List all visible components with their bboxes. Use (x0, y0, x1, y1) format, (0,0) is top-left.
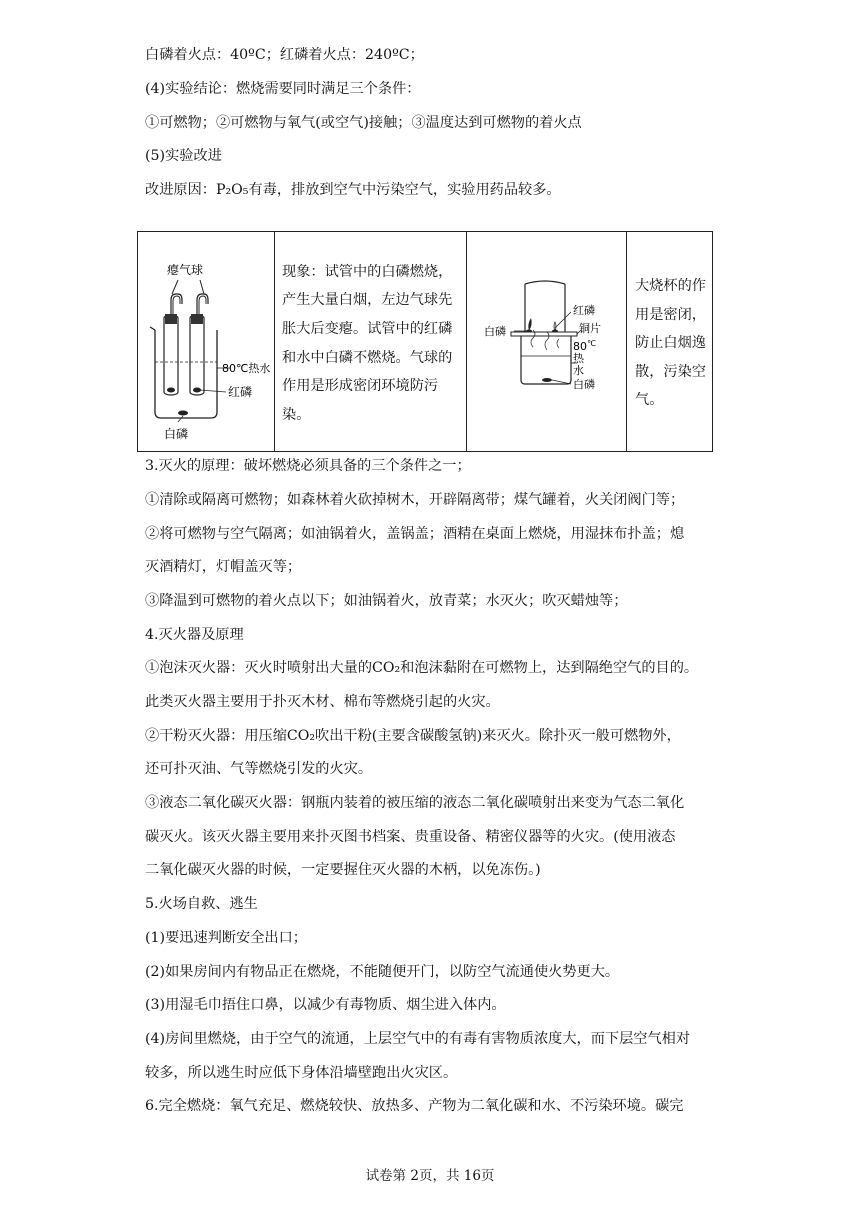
label-temperature: 80 (573, 340, 587, 353)
text-line: 碳灭火。该灭火器主要用来扑灭图书档案、贵重设备、精密仪器等的火灾。(使用液态 (145, 829, 676, 845)
text-line: ①泡沫灭火器：灭火时喷射出大量的CO₂和泡沫黏附在可燃物上，达到隔绝空气的目的。 (145, 660, 699, 676)
text-line: (5)实验改进 (145, 148, 222, 164)
label-white-phosphorus-bottom: 白磷 (573, 378, 595, 391)
text-line: ①可燃物；②可燃物与氧气(或空气)接触；③温度达到可燃物的着火点 (145, 115, 582, 131)
label-white-phosphorus: 白磷 (164, 427, 189, 441)
label-red-phosphorus: 红磷 (228, 385, 253, 399)
observation-cell (275, 232, 467, 452)
text-line: ②干粉灭火器：用压缩CO₂吹出干粉(主要含碳酸氢钠)来灭火。除扑灭一般可燃物外， (145, 728, 681, 744)
text-line: 3.灭火的原理：破坏燃烧必须具备的三个条件之一； (145, 458, 471, 474)
text-line: 灭酒精灯，灯帽盖灭等； (145, 559, 302, 575)
text-line: (1)要迅速判断安全出口； (145, 930, 307, 946)
cell-text-line: 防止白烟逸 (635, 335, 706, 352)
cell-text-line: 散，污染空 (635, 363, 706, 380)
text-line: (4)房间里燃烧，由于空气的流通，上层空气中的有毒有害物质浓度大，而下层空气相对 (145, 1031, 691, 1047)
balloon-apparatus-diagram (138, 232, 273, 447)
cell-text-line: 产生大量白烟，左边气球先 (282, 292, 453, 309)
figure-cell-beaker-apparatus (467, 232, 627, 452)
text-line: 6.完全燃烧：氧气充足、燃烧较快、放热多、产物为二氧化碳和水、不污染环境。碳完 (145, 1098, 684, 1114)
cell-text-line: 气。 (635, 392, 664, 409)
text-line: 改进原因：P₂O₅有毒，排放到空气中污染空气，实验用药品较多。 (145, 182, 561, 198)
label-temperature-unit: ℃ (587, 339, 596, 348)
label-hot-water: 80℃热水 (222, 362, 271, 375)
cell-text-line: 用是密闭， (635, 306, 706, 323)
label-balloon: 瘪气球 (167, 263, 204, 277)
cell-text-line: 胀大后变瘪。试管中的红磷 (282, 320, 453, 337)
label-hot: 热 (573, 352, 584, 365)
text-line: ①清除或隔离可燃物；如森林着火砍掉树木，开辟隔离带；煤气罐着，火关闭阀门等； (145, 492, 685, 508)
page-footer: 试卷第 2页，共 16页 (365, 1168, 495, 1184)
text-line: 二氧化碳灭火器的时候，一定要握住灭火器的木柄，以免冻伤。) (145, 862, 541, 878)
label-red-phosphorus-2: 红磷 (573, 304, 595, 317)
beaker-cover-apparatus-diagram (467, 232, 625, 447)
cell-text-line: 染。 (282, 406, 311, 423)
text-line: 此类灭火器主要用于扑灭木材、棉布等燃烧引起的火灾。 (145, 694, 500, 710)
figure-cell-balloon-apparatus (138, 232, 275, 452)
experiment-table (137, 231, 713, 452)
text-line: ②将可燃物与空气隔离；如油锅着火，盖锅盖；酒精在桌面上燃烧，用湿抹布扑盖；熄 (145, 526, 685, 542)
text-line: ③降温到可燃物的着火点以下；如油锅着火，放青菜；水灭火；吹灭蜡烛等； (145, 593, 628, 609)
text-line: 较多，所以逃生时应低下身体沿墙壁跑出火灾区。 (145, 1065, 458, 1081)
label-white-phosphorus-left: 白磷 (484, 325, 506, 338)
text-line: (3)用湿毛巾捂住口鼻，以减少有毒物质、烟尘进入体内。 (145, 997, 506, 1013)
purpose-cell (627, 232, 713, 452)
text-line: ③液态二氧化碳灭火器：钢瓶内装着的被压缩的液态二氧化碳喷射出来变为气态二氧化 (145, 795, 685, 811)
text-line: 还可扑灭油、气等燃烧引发的火灾。 (145, 761, 373, 777)
label-water: 水 (573, 364, 584, 377)
observation-text (275, 254, 466, 430)
cell-text-line: 和水中白磷不燃烧。气球的 (282, 349, 453, 366)
purpose-text (627, 268, 712, 415)
text-line: (4)实验结论：燃烧需要同时满足三个条件： (145, 81, 421, 97)
text-line: (2)如果房间内有物品正在燃烧，不能随便开门，以防空气流通使火势更大。 (145, 964, 620, 980)
text-line: 5.火场自救、逃生 (145, 896, 258, 912)
text-line: 4.灭火器及原理 (145, 627, 244, 643)
cell-text-line: 大烧杯的作 (635, 278, 706, 295)
label-copper-sheet: 铜片 (579, 322, 601, 335)
text-line: 白磷着火点：40ºC；红磷着火点：240ºC； (145, 47, 424, 63)
cell-text-line: 作用是形成密闭环境防污 (282, 378, 439, 395)
cell-text-line: 现象：试管中的白磷燃烧， (282, 263, 453, 280)
